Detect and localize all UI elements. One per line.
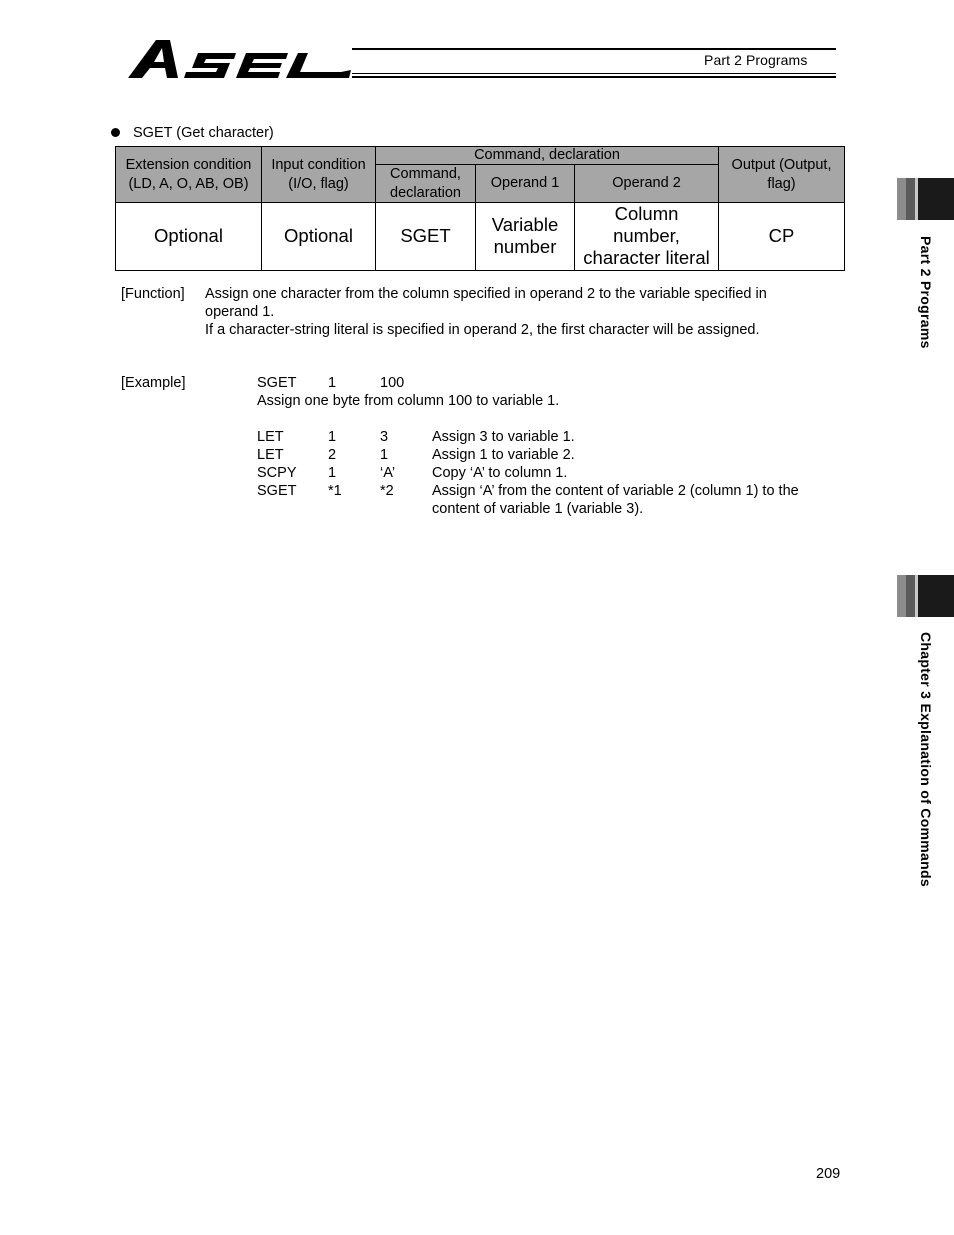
header-command-group: Command, declaration	[376, 147, 719, 165]
example-row-cmd: LET	[257, 447, 284, 463]
example-row-desc: Assign 3 to variable 1.	[432, 429, 575, 445]
example-first-op2: 100	[380, 375, 405, 391]
example-row-op2: 1	[380, 447, 389, 463]
function-line-1: Assign one character from the column specified in operand 2 to the variable specified in	[205, 286, 767, 302]
asel-logo	[126, 36, 351, 80]
example-row-op1: 1	[328, 429, 337, 445]
header-extension-condition: Extension condition (LD, A, O, AB, OB)	[116, 147, 262, 203]
command-table	[115, 146, 845, 271]
bullet-icon	[111, 128, 120, 137]
cell-command: SGET	[376, 203, 476, 271]
cell-output: CP	[719, 203, 845, 271]
side-tab-chapter	[897, 575, 954, 617]
section-title: SGET (Get character)	[133, 125, 274, 141]
example-first-op1: 1	[328, 375, 337, 391]
side-tab-part	[897, 178, 954, 220]
example-label: [Example]	[121, 375, 186, 391]
example-row-desc: Assign ‘A’ from the content of variable 2 (column 1) to the	[432, 483, 799, 499]
header-operand2: Operand 2	[575, 165, 719, 203]
example-row-op2: 3	[380, 429, 389, 445]
header-output: Output (Output, flag)	[719, 147, 845, 203]
example-row-op2: *2	[380, 483, 394, 499]
cell-operand2: Column number, character literal	[575, 203, 719, 271]
function-label: [Function]	[121, 286, 185, 302]
example-continuation: content of variable 1 (variable 3).	[432, 501, 644, 517]
header-rule-top	[352, 48, 836, 50]
side-label-part: Part 2 Programs	[918, 236, 934, 349]
part-label: Part 2 Programs	[704, 52, 808, 68]
example-row-desc: Assign 1 to variable 2.	[432, 447, 575, 463]
example-row-cmd: SCPY	[257, 465, 297, 481]
example-row-cmd: SGET	[257, 483, 297, 499]
example-row-desc: Copy ‘A’ to column 1.	[432, 465, 568, 481]
example-row-op2: ‘A’	[380, 465, 396, 481]
example-row-op1: 2	[328, 447, 337, 463]
header-rule-bottom	[352, 76, 836, 78]
example-first-desc: Assign one byte from column 100 to variable 1.	[257, 393, 560, 409]
header-input-condition: Input condition (I/O, flag)	[262, 147, 376, 203]
example-row-cmd: LET	[257, 429, 284, 445]
function-line-2: operand 1.	[205, 304, 275, 320]
header-operand1: Operand 1	[476, 165, 575, 203]
example-row-op1: 1	[328, 465, 337, 481]
example-row-op1: *1	[328, 483, 342, 499]
side-label-chapter: Chapter 3 Explanation of Commands	[918, 632, 934, 887]
example-first-cmd: SGET	[257, 375, 297, 391]
cell-extension-condition: Optional	[116, 203, 262, 271]
page-number: 209	[816, 1166, 841, 1182]
function-line-3: If a character-string literal is specified in operand 2, the first character will be assigned.	[205, 322, 760, 338]
header-command: Command, declaration	[376, 165, 476, 203]
header-rule-bottom-thin	[352, 73, 836, 74]
cell-input-condition: Optional	[262, 203, 376, 271]
cell-operand1: Variable number	[476, 203, 575, 271]
